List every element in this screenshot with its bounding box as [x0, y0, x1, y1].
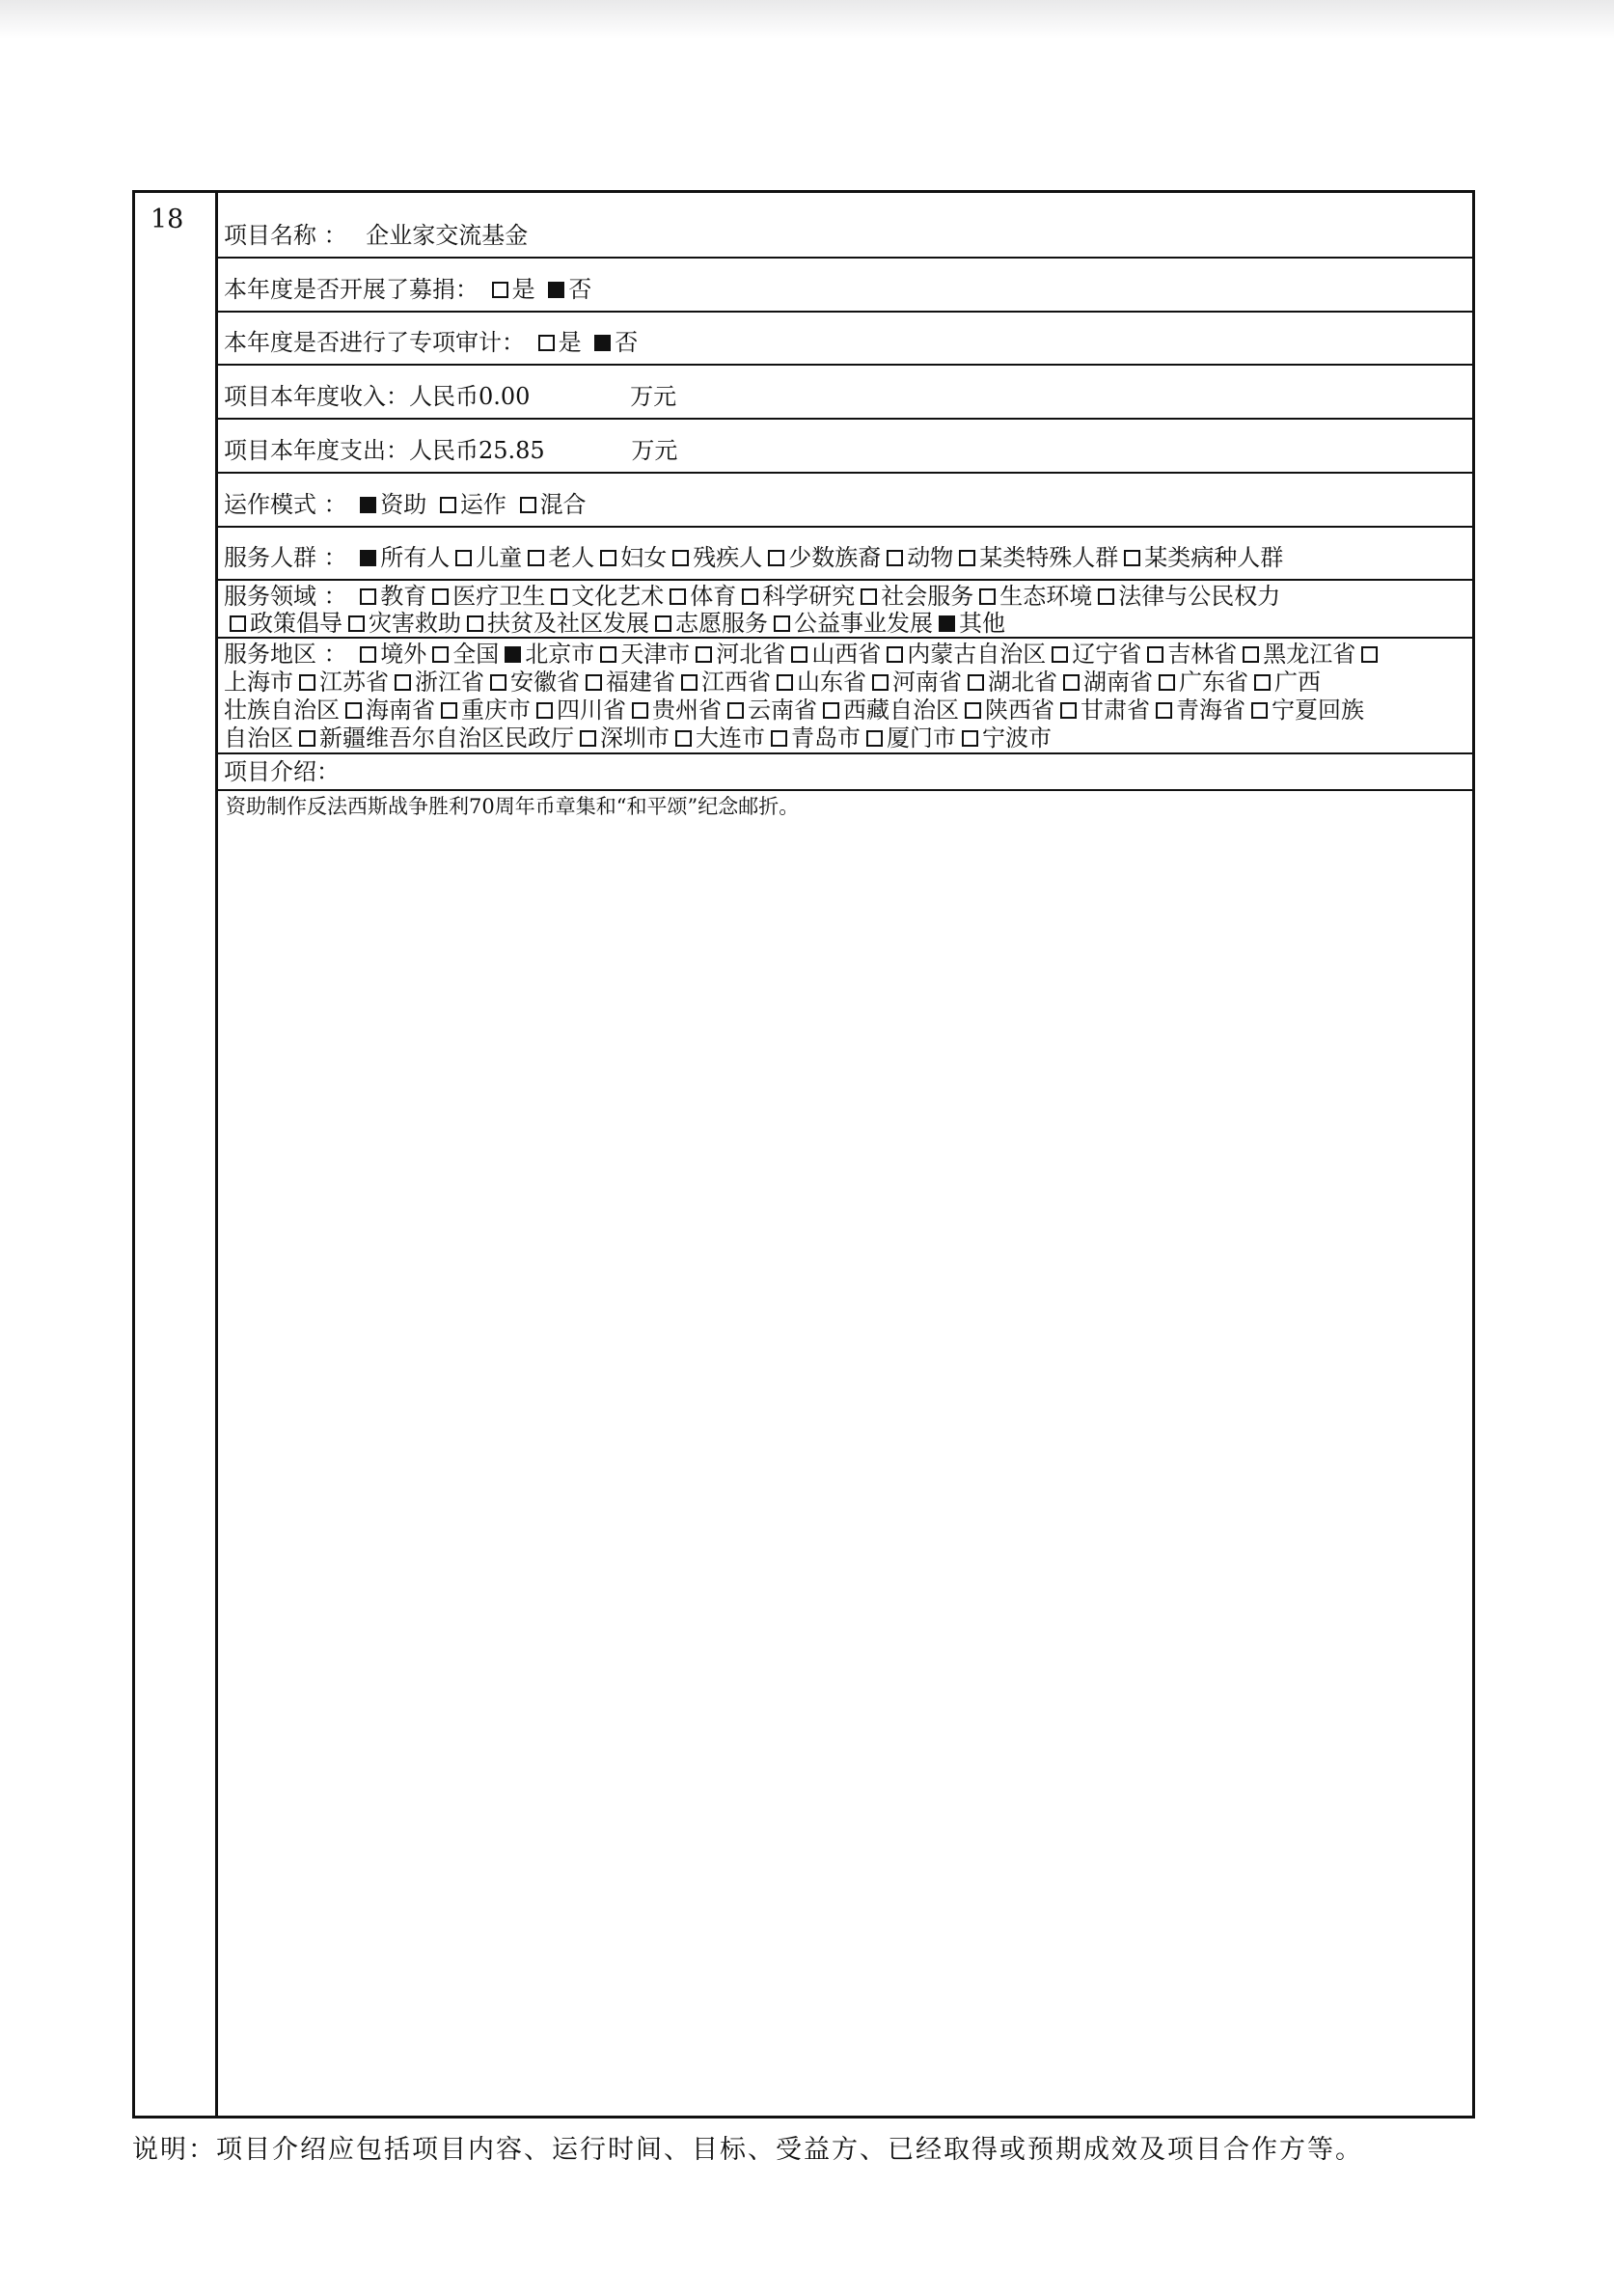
- row-number: 18: [150, 205, 184, 234]
- service-fields-option-label: 科学研究: [762, 583, 856, 610]
- service-regions-label: 服务地区 ：: [224, 641, 347, 668]
- service-regions-option-checkbox[interactable]: [345, 702, 362, 719]
- service-groups-option-checkbox[interactable]: [959, 550, 975, 566]
- service-groups-option-checkbox[interactable]: [1124, 550, 1140, 566]
- service-regions-option-label: 云南省: [748, 697, 817, 724]
- service-regions-option-checkbox[interactable]: [968, 674, 984, 691]
- service-regions-option-checkbox[interactable]: [395, 674, 411, 691]
- audit-row: [218, 313, 1472, 366]
- row-number-column: [135, 193, 218, 2116]
- service-regions-option-label: 湖南省: [1083, 669, 1153, 696]
- service-regions-option-checkbox[interactable]: [791, 646, 807, 663]
- service-regions-option-label: 青岛市: [791, 724, 861, 752]
- service-regions-option-label: 壮族自治区: [224, 697, 340, 724]
- service-regions-option-checkbox[interactable]: [632, 702, 648, 719]
- service-regions-option-checkbox[interactable]: [600, 646, 616, 663]
- service-regions-option-label: 安徽省: [510, 669, 580, 696]
- service-groups-option-label: 少数族裔: [788, 544, 882, 571]
- service-regions-option-label: 北京市: [525, 641, 595, 668]
- service-regions-option-checkbox[interactable]: [432, 646, 449, 663]
- service-regions-option-checkbox[interactable]: [965, 702, 981, 719]
- service-regions-option-label: 河南省: [892, 669, 962, 696]
- service-regions-option-label: 西藏自治区: [843, 697, 959, 724]
- service-fields-option-checkbox[interactable]: [742, 588, 758, 605]
- mode-operate-label: 运作: [459, 491, 506, 518]
- intro-label: 项目介绍：: [224, 758, 340, 785]
- service-regions-option-label: 厦门市: [887, 724, 956, 752]
- mode-grant-label: 资助: [380, 491, 427, 518]
- service-fields-option-checkbox[interactable]: [774, 615, 790, 632]
- service-groups-row: [218, 528, 1472, 581]
- service-fields-option-label: 法律与公民权力: [1118, 583, 1281, 610]
- service-fields-option-label: 文化艺术: [571, 583, 665, 610]
- service-fields-label: 服务领域 ：: [224, 583, 347, 610]
- service-regions-option-label: 福建省: [606, 669, 675, 696]
- service-groups-option-checkbox[interactable]: [600, 550, 616, 566]
- service-regions-option-checkbox[interactable]: [887, 646, 903, 663]
- audit-no-label: 否: [615, 329, 639, 356]
- service-regions-option-label: 内蒙古自治区: [907, 641, 1047, 668]
- service-regions-option-checkbox[interactable]: [299, 674, 315, 691]
- service-regions-option-label: 湖北省: [988, 669, 1057, 696]
- service-regions-option-label: 山西省: [811, 641, 882, 668]
- service-regions-option-label: 四川省: [557, 697, 626, 724]
- service-groups-option-checkbox[interactable]: [455, 550, 472, 566]
- mode-mixed-label: 混合: [539, 491, 587, 518]
- service-regions-option-checkbox[interactable]: [1254, 674, 1271, 691]
- service-fields-option-checkbox[interactable]: [230, 615, 246, 632]
- service-groups-option-checkbox[interactable]: [768, 550, 784, 566]
- service-regions-option-checkbox[interactable]: [580, 730, 596, 747]
- mode-mixed-checkbox[interactable]: [520, 497, 536, 513]
- service-regions-option-label: 深圳市: [600, 724, 670, 752]
- service-fields-option-checkbox[interactable]: [360, 588, 376, 605]
- fundraising-no-label: 否: [568, 276, 592, 303]
- form-content: [218, 193, 1472, 2116]
- service-regions-option-checkbox[interactable]: [866, 730, 883, 747]
- service-regions-option-checkbox[interactable]: [1361, 646, 1378, 663]
- service-groups-option-label: 动物: [907, 544, 954, 571]
- service-regions-option-checkbox[interactable]: [360, 646, 376, 663]
- income-row: [218, 366, 1472, 420]
- operation-mode-label: 运作模式 ：: [224, 491, 347, 518]
- service-regions-option-checkbox[interactable]: [1063, 674, 1080, 691]
- service-regions-option-checkbox[interactable]: [586, 674, 602, 691]
- service-groups-option-checkbox[interactable]: [672, 550, 689, 566]
- service-fields-option-checkbox[interactable]: [467, 615, 483, 632]
- service-fields-option-label: 志愿服务: [675, 610, 768, 637]
- service-regions-option-label: 吉林省: [1167, 641, 1238, 668]
- service-regions-option-label: 青海省: [1176, 697, 1245, 724]
- service-regions-option-label: 甘肃省: [1081, 697, 1150, 724]
- service-fields-option-label: 灾害救助: [369, 610, 461, 637]
- service-regions-row: [218, 639, 1472, 754]
- service-fields-option-label: 公益事业发展: [794, 610, 933, 637]
- service-regions-option-checkbox[interactable]: [490, 674, 506, 691]
- service-regions-option-label: 境外: [380, 641, 427, 668]
- project-name-value: 企业家交流基金: [366, 222, 529, 249]
- service-regions-option-label: 辽宁省: [1072, 641, 1142, 668]
- service-regions-option-label: 黑龙江省: [1263, 641, 1356, 668]
- service-regions-option-checkbox[interactable]: [1060, 702, 1077, 719]
- audit-yes-checkbox[interactable]: [538, 335, 555, 351]
- service-fields-option-checkbox[interactable]: [979, 588, 996, 605]
- service-regions-option-label: 江苏省: [319, 669, 389, 696]
- mode-operate-checkbox[interactable]: [440, 497, 456, 513]
- project-name-label: 项目名称 ：: [224, 222, 347, 249]
- service-groups-option-label: 儿童: [476, 544, 523, 571]
- expense-row: [218, 420, 1472, 474]
- service-fields-option-checkbox[interactable]: [551, 588, 567, 605]
- intro-text: 资助制作反法西斯战争胜利70周年币章集和“和平颂”纪念邮折。: [226, 795, 800, 818]
- service-regions-option-label: 河北省: [716, 641, 786, 668]
- service-fields-option-label: 政策倡导: [250, 610, 342, 637]
- service-regions-option-label: 自治区: [224, 724, 293, 752]
- service-groups-label: 服务人群 ：: [224, 544, 347, 571]
- service-fields-option-checkbox[interactable]: [861, 588, 877, 605]
- service-groups-option-label: 老人: [548, 544, 595, 571]
- service-regions-option-checkbox[interactable]: [1147, 646, 1163, 663]
- service-regions-option-label: 新疆维吾尔自治区民政厅: [319, 724, 574, 752]
- service-groups-option-label: 残疾人: [693, 544, 763, 571]
- expense-label: 项目本年度支出：人民币25.85: [224, 437, 545, 464]
- service-regions-option-label: 天津市: [620, 641, 691, 668]
- service-groups-option-label: 某类病种人群: [1144, 544, 1284, 571]
- service-regions-option-checkbox[interactable]: [1052, 646, 1068, 663]
- service-fields-option-label: 其他: [959, 610, 1005, 637]
- service-regions-option-label: 浙江省: [415, 669, 484, 696]
- service-fields-option-checkbox[interactable]: [939, 615, 955, 632]
- service-regions-option-checkbox[interactable]: [1251, 702, 1268, 719]
- service-regions-option-checkbox[interactable]: [681, 674, 698, 691]
- service-regions-option-label: 海南省: [366, 697, 435, 724]
- fundraising-label: 本年度是否开展了募捐：: [224, 276, 479, 303]
- service-regions-option-checkbox[interactable]: [872, 674, 889, 691]
- service-fields-option-checkbox[interactable]: [432, 588, 449, 605]
- service-regions-option-checkbox[interactable]: [1156, 702, 1172, 719]
- service-fields-row: [218, 581, 1472, 639]
- audit-yes-label: 是: [558, 329, 582, 356]
- service-regions-option-checkbox[interactable]: [536, 702, 553, 719]
- service-fields-option-checkbox[interactable]: [670, 588, 686, 605]
- project-name-row: [218, 193, 1472, 259]
- service-groups-option-label: 妇女: [620, 544, 668, 571]
- service-regions-option-checkbox[interactable]: [777, 674, 793, 691]
- service-regions-option-label: 大连市: [696, 724, 765, 752]
- service-regions-option-checkbox[interactable]: [675, 730, 692, 747]
- service-regions-option-label: 江西省: [701, 669, 771, 696]
- service-fields-option-checkbox[interactable]: [348, 615, 365, 632]
- service-fields-option-checkbox[interactable]: [655, 615, 671, 632]
- expense-unit: 万元: [631, 437, 678, 464]
- service-groups-option-label: 所有人: [380, 544, 451, 571]
- service-regions-option-label: 山东省: [797, 669, 866, 696]
- service-regions-option-label: 陕西省: [985, 697, 1054, 724]
- fundraising-row: [218, 259, 1472, 313]
- service-regions-option-checkbox[interactable]: [823, 702, 839, 719]
- fundraising-yes-checkbox[interactable]: [492, 282, 508, 298]
- service-regions-option-checkbox[interactable]: [1243, 646, 1259, 663]
- service-groups-option-checkbox[interactable]: [528, 550, 544, 566]
- service-regions-option-label: 重庆市: [461, 697, 531, 724]
- service-groups-option-label: 某类特殊人群: [979, 544, 1119, 571]
- service-regions-option-checkbox[interactable]: [696, 646, 712, 663]
- audit-label: 本年度是否进行了专项审计：: [224, 329, 525, 356]
- service-fields-option-label: 体育: [690, 583, 737, 610]
- mode-grant-checkbox[interactable]: [360, 497, 376, 513]
- service-fields-option-checkbox[interactable]: [1098, 588, 1114, 605]
- service-regions-option-checkbox[interactable]: [1159, 674, 1175, 691]
- audit-no-checkbox[interactable]: [594, 335, 611, 351]
- project-form: [132, 190, 1475, 2118]
- footnote: 说明：项目介绍应包括项目内容、运行时间、目标、受益方、已经取得或预期成效及项目合作方等。: [132, 2135, 1363, 2165]
- service-regions-option-checkbox[interactable]: [299, 730, 315, 747]
- service-groups-option-checkbox[interactable]: [360, 550, 376, 566]
- fundraising-yes-label: 是: [511, 276, 535, 303]
- service-fields-option-label: 教育: [380, 583, 427, 610]
- service-regions-option-checkbox[interactable]: [727, 702, 744, 719]
- service-fields-option-label: 生态环境: [999, 583, 1093, 610]
- service-regions-option-label: 上海市: [224, 669, 293, 696]
- income-label: 项目本年度收入：人民币0.00: [224, 383, 531, 410]
- service-regions-option-label: 广东省: [1179, 669, 1248, 696]
- fundraising-no-checkbox[interactable]: [548, 282, 564, 298]
- service-groups-option-checkbox[interactable]: [887, 550, 903, 566]
- service-regions-option-label: 广西: [1274, 669, 1321, 696]
- service-regions-option-label: 全国: [452, 641, 500, 668]
- service-regions-option-checkbox[interactable]: [441, 702, 457, 719]
- service-fields-option-label: 社会服务: [881, 583, 974, 610]
- service-regions-option-checkbox[interactable]: [962, 730, 978, 747]
- service-fields-option-label: 扶贫及社区发展: [487, 610, 649, 637]
- page-top-shadow: [0, 0, 1614, 39]
- income-unit: 万元: [630, 383, 677, 410]
- service-fields-option-label: 医疗卫生: [452, 583, 546, 610]
- service-regions-option-checkbox[interactable]: [771, 730, 787, 747]
- service-regions-option-label: 贵州省: [652, 697, 722, 724]
- operation-mode-row: [218, 474, 1472, 528]
- intro-label-row: [218, 754, 1472, 791]
- service-regions-option-checkbox[interactable]: [505, 646, 521, 663]
- service-regions-option-label: 宁夏回族: [1272, 697, 1364, 724]
- service-regions-option-label: 宁波市: [982, 724, 1052, 752]
